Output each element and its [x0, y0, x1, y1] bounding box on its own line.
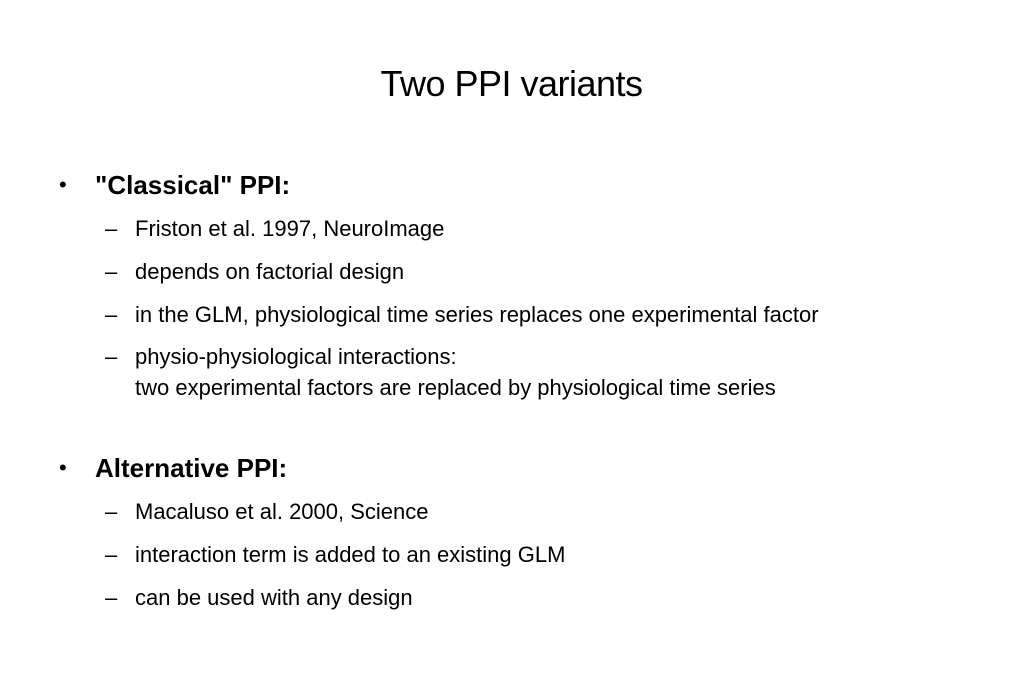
sub-item-text: Macaluso et al. 2000, Science	[135, 499, 429, 524]
dash-icon: –	[105, 216, 118, 241]
sub-item-text: interaction term is added to an existing GLM	[135, 542, 566, 567]
sub-item-text: physio-physiological interactions:	[135, 344, 457, 369]
sub-item	[0, 582, 1023, 625]
dash-icon: –	[105, 259, 118, 284]
sub-item	[0, 256, 1023, 299]
sub-item	[0, 213, 1023, 256]
bullet-heading-row	[0, 168, 1023, 202]
slide-title: Two PPI variants	[380, 63, 643, 104]
section-heading: "Classical" PPI:	[95, 170, 291, 200]
bullet-icon: •	[59, 172, 67, 197]
section-alternative-ppi	[0, 451, 1023, 625]
dash-icon: –	[105, 542, 118, 567]
dash-icon: –	[105, 302, 118, 327]
sub-item	[0, 341, 1023, 403]
sub-item	[0, 496, 1023, 539]
dash-icon: –	[105, 344, 118, 369]
section-classical-ppi	[0, 168, 1023, 403]
dash-icon: –	[105, 585, 118, 610]
sub-item-text: depends on factorial design	[135, 259, 405, 284]
bullet-heading-row	[0, 451, 1023, 485]
sub-item-text: Friston et al. 1997, NeuroImage	[135, 216, 445, 241]
sub-item-text: in the GLM, physiological time series replaces one experimental factor	[135, 302, 819, 327]
bullet-icon: •	[59, 455, 67, 480]
sub-item-text-continued: two experimental factors are replaced by physiological time series	[135, 375, 776, 400]
sub-item-text: can be used with any design	[135, 585, 413, 610]
dash-icon: –	[105, 499, 118, 524]
sub-item	[0, 539, 1023, 582]
section-heading: Alternative PPI:	[95, 453, 288, 483]
sub-item	[0, 299, 1023, 341]
